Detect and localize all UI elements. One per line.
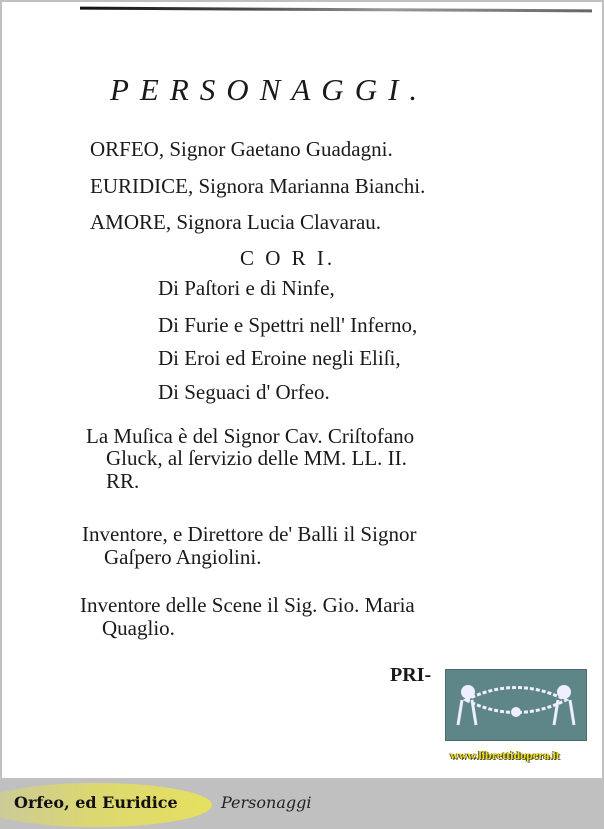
- credit-line: La Muſica è del Signor Cav. Criſtofano: [86, 424, 415, 448]
- site-link[interactable]: www.librettidopera.it: [450, 748, 560, 762]
- header-rule: [80, 7, 592, 13]
- catchword: PRI-: [390, 664, 432, 686]
- cori-heading: C O R I.: [240, 246, 336, 270]
- cast-line: ORFEO, Signor Gaetano Guadagni.: [90, 137, 393, 161]
- cori-line: Di Eroi ed Eroine negli Eliſi,: [158, 346, 401, 370]
- credit-line: Inventore delle Scene il Sig. Gio. Maria: [80, 593, 415, 617]
- credit-line: Inventore, e Direttore de' Balli il Signor: [82, 522, 417, 546]
- section-name: Personaggi: [221, 793, 312, 812]
- cherubs-garland-icon: [446, 670, 586, 740]
- cori-line: Di Seguaci d' Orfeo.: [158, 380, 330, 404]
- cori-line: Di Paſtori e di Ninfe,: [158, 276, 335, 300]
- credit-line: RR.: [106, 469, 140, 493]
- cast-line: EURIDICE, Signora Marianna Bianchi.: [90, 174, 426, 198]
- footer-bar: [0, 779, 604, 829]
- credit-line: Gaſpero Angiolini.: [104, 545, 262, 569]
- credit-line: Quaglio.: [102, 616, 175, 640]
- cori-line: Di Furie e Spettri nell' Inferno,: [158, 313, 418, 337]
- credit-line: Gluck, al ſervizio delle MM. LL. II.: [106, 446, 407, 470]
- book-title-link[interactable]: Orfeo, ed Euridice: [14, 793, 178, 812]
- page-title: PERSONAGGI.: [110, 72, 429, 107]
- librettidopera-logo[interactable]: [445, 669, 587, 741]
- libretto-page: [2, 2, 602, 778]
- cast-line: AMORE, Signora Lucia Clavarau.: [90, 210, 382, 234]
